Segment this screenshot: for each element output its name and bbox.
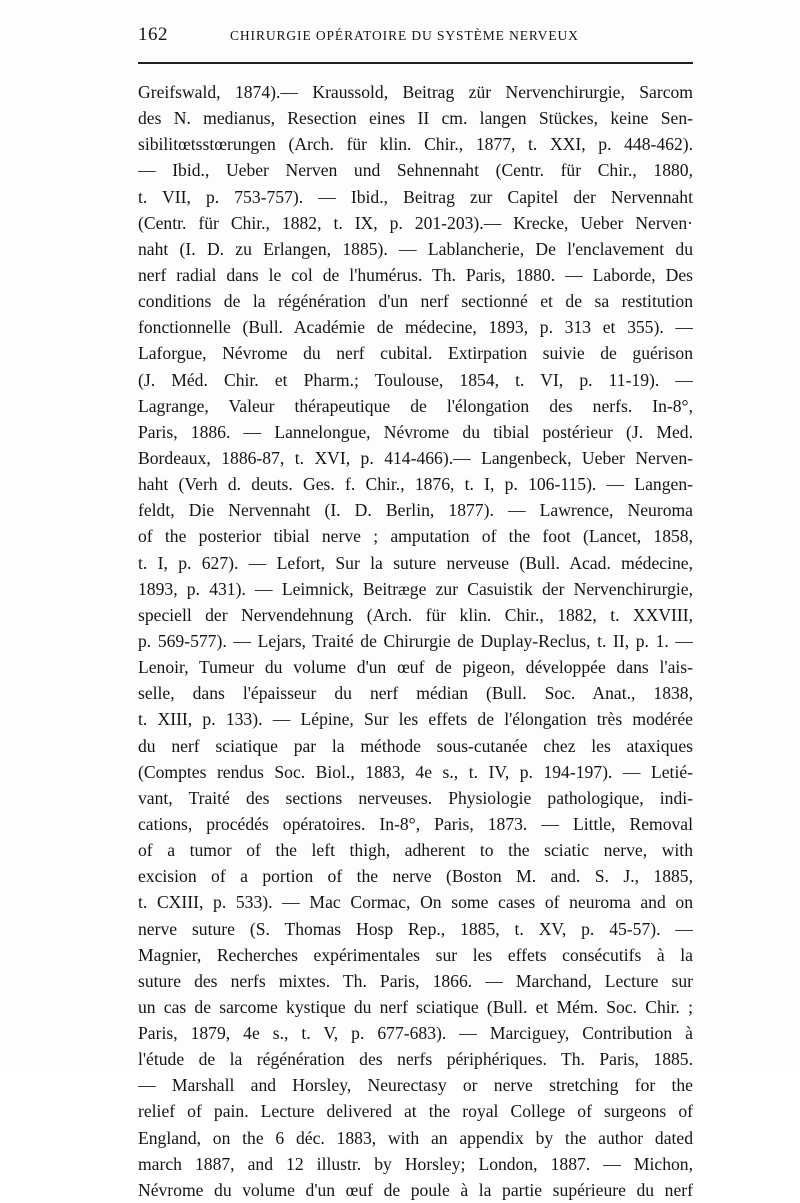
header-rule — [138, 62, 693, 64]
text-line: 1893, p. 431). — Leimnick, Beitræge zur Casuistik der Nervenchirurgie, — [138, 578, 693, 599]
text-line: Névrome du volume d'un œuf de poule à la partie supérieure du nerf — [138, 1179, 693, 1200]
text-line: t. CXIII, p. 533). — Mac Cormac, On some cases of neuroma and on — [138, 892, 693, 913]
text-line: of a tumor of the left thigh, adherent to the sciatic nerve, with — [138, 840, 693, 861]
text-line: England, on the 6 déc. 1883, with an appendix by the author dated — [138, 1127, 693, 1148]
text-line: t. VII, p. 753-757). — Ibid., Beitrag zur Capitel der Nervennaht — [138, 186, 693, 207]
text-line: naht (I. D. zu Erlangen, 1885). — Lablancherie, De l'enclavement du — [138, 238, 693, 259]
text-line: Lenoir, Tumeur du volume d'un œuf de pigeon, développée dans l'ais- — [138, 657, 693, 678]
text-line: — Marshall and Horsley, Neurectasy or nerve stretching for the — [138, 1075, 693, 1096]
page-number: 162 — [138, 24, 168, 45]
text-line: (Centr. für Chir., 1882, t. IX, p. 201-203).— Krecke, Ueber Nerven· — [138, 212, 693, 233]
text-line: conditions de la régénération d'un nerf sectionné et de sa restitution — [138, 291, 693, 312]
text-line: Magnier, Recherches expérimentales sur les effets consécutifs à la — [138, 944, 693, 965]
text-line: un cas de sarcome kystique du nerf sciatique (Bull. et Mém. Soc. Chir. ; — [138, 996, 693, 1017]
text-line: t. XIII, p. 133). — Lépine, Sur les effets de l'élongation très modérée — [138, 709, 693, 730]
text-line: Paris, 1879, 4e s., t. V, p. 677-683). — Marciguey, Contribution à — [138, 1023, 693, 1044]
text-line: (Comptes rendus Soc. Biol., 1883, 4e s., t. IV, p. 194-197). — Letié- — [138, 761, 693, 782]
text-line: (J. Méd. Chir. et Pharm.; Toulouse, 1854, t. VI, p. 11-19). — — [138, 369, 693, 390]
text-line: Greifswald, 1874).— Kraussold, Beitrag zür Nervenchirurgie, Sarcom — [138, 82, 693, 102]
bibliography-text — [138, 79, 693, 1203]
text-line: nerve suture (S. Thomas Hosp Rep., 1885, t. XV, p. 45-57). — — [138, 918, 693, 939]
text-line: feldt, Die Nervennaht (I. D. Berlin, 1877). — Lawrence, Neuroma — [138, 500, 693, 521]
text-line: nerf radial dans le col de l'humérus. Th. Paris, 1880. — Laborde, Des — [138, 264, 693, 285]
running-head — [138, 24, 693, 48]
text-line: p. 569-577). — Lejars, Traité de Chirurgie de Duplay-Reclus, t. II, p. 1. — — [138, 630, 693, 651]
text-line: march 1887, and 12 illustr. by Horsley; London, 1887. — Michon, — [138, 1153, 693, 1174]
text-line: Paris, 1886. — Lannelongue, Névrome du tibial postérieur (J. Med. — [138, 421, 693, 442]
text-line: selle, dans l'épaisseur du nerf médian (Bull. Soc. Anat., 1838, — [138, 683, 693, 704]
text-line: fonctionnelle (Bull. Académie de médecine, 1893, p. 313 et 355). — — [138, 317, 693, 338]
text-line: of the posterior tibial nerve ; amputation of the foot (Lancet, 1858, — [138, 526, 693, 547]
text-line: Laforgue, Névrome du nerf cubital. Extirpation suivie de guérison — [138, 343, 693, 364]
text-line: des N. medianus, Resection eines II cm. langen Stückes, keine Sen- — [138, 108, 693, 129]
text-line: Bordeaux, 1886-87, t. XVI, p. 414-466).— Langenbeck, Ueber Nerven- — [138, 447, 693, 468]
text-line: — Ibid., Ueber Nerven und Sehnennaht (Centr. für Chir., 1880, — [138, 160, 693, 181]
running-title: CHIRURGIE OPÉRATOIRE DU SYSTÈME NERVEUX — [230, 28, 579, 43]
text-line: du nerf sciatique par la méthode sous-cutanée chez les ataxiques — [138, 735, 693, 756]
text-line: t. I, p. 627). — Lefort, Sur la suture nerveuse (Bull. Acad. médecine, — [138, 552, 693, 573]
text-line: sibilitœtsstœrungen (Arch. für klin. Chir., 1877, t. XXI, p. 448-462). — [138, 134, 693, 155]
text-line: excision of a portion of the nerve (Boston M. and. S. J., 1885, — [138, 866, 693, 887]
text-line: speciell der Nervendehnung (Arch. für klin. Chir., 1882, t. XXVIII, — [138, 604, 693, 625]
text-line: cations, procédés opératoires. In-8°, Paris, 1873. — Little, Removal — [138, 813, 693, 834]
text-line: haht (Verh d. deuts. Ges. f. Chir., 1876, t. I, p. 106-115). — Langen- — [138, 474, 693, 495]
text-line: l'étude de la régénération des nerfs périphériques. Th. Paris, 1885. — [138, 1049, 693, 1070]
text-line: Lagrange, Valeur thérapeutique de l'élongation des nerfs. In-8°, — [138, 395, 693, 416]
text-line: relief of pain. Lecture delivered at the royal College of surgeons of — [138, 1101, 693, 1122]
text-line: suture des nerfs mixtes. Th. Paris, 1866. — Marchand, Lecture sur — [138, 970, 693, 991]
text-line: vant, Traité des sections nerveuses. Physiologie pathologique, indi- — [138, 787, 693, 808]
